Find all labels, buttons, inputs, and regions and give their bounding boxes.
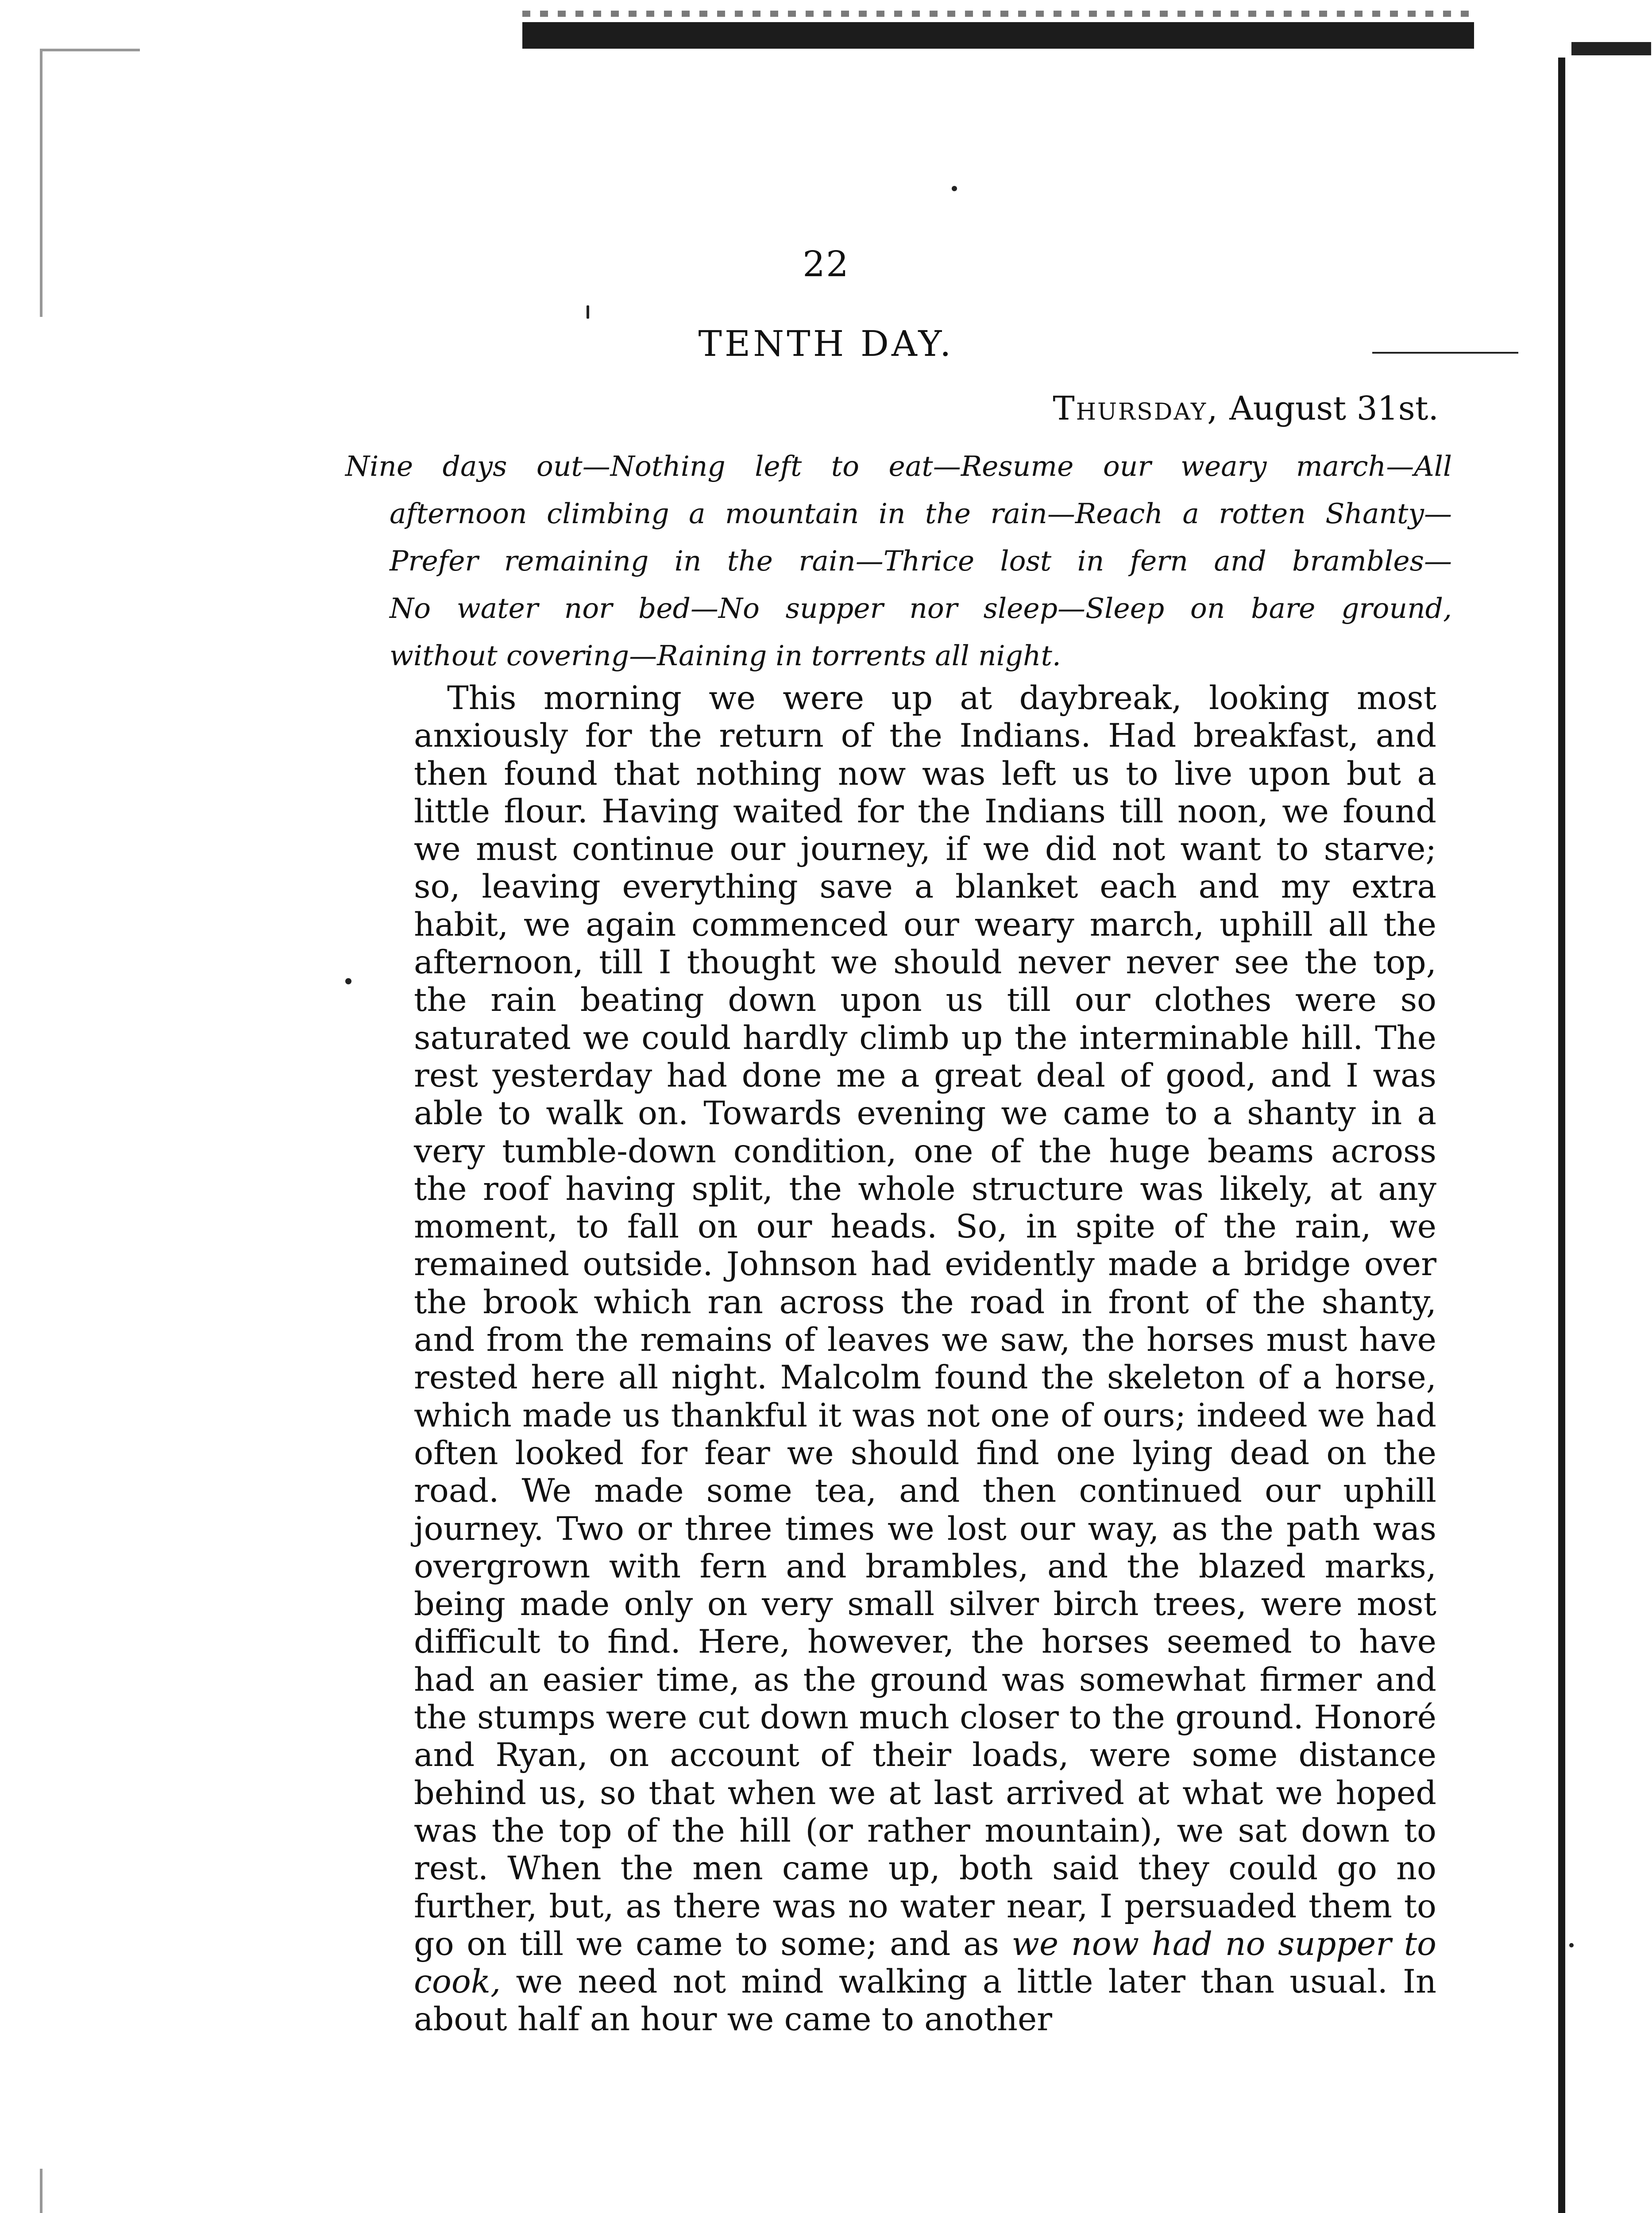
body-paragraph (414, 679, 1436, 2039)
body-text-part-1: This morning we were up at daybreak, looking most anxiously for the return of the Indians. Had breakfast, and then found that nothing now was left us to live upon but a little flour. Having waited for the Indians till noon, we found we must continue our journey, if we did not want to starve; so, leaving everything save a blanket each and my extra habit, we again commenced our weary march, uphill all the afternoon, till I thought we should never never see the top, the rain beating down upon us till our clothes were so saturated we could hardly climb up the interminable hill. The rest yesterday had done me a great deal of good, and I was able to walk on. Towards evening we came to a shanty in a very tumble-down condition, one of the huge beams across the roof having split, the whole structure was likely, at any moment, to fall on our heads. So, in spite of the rain, we remained outside. Johnson had evidently made a bridge over the brook which ran across the road in front of the shanty, and from the remains of leaves we saw, the horses must have rested here all night. Malcolm found the skeleton of a horse, which made us thankful it was not one of ours; indeed we had often looked for fear we should find one lying dead on the road. We made some tea, and then continued our uphill journey. Two or three times we lost our way, as the path was overgrown with fern and brambles, and the blazed marks, being made only on very small silver birch trees, were most difficult to find. Here, however, the horses seemed to have had an easier time, as the ground was somewhat firmer and the stumps were cut down much closer to the ground. Honoré and Ryan, on account of their loads, were some distance behind us, so that when we at last arrived at what we hoped was the top of the hill (or rather mountain), we sat down to rest. When the men came up, both said they could go no further, but, as there was no water near, I persuaded them to go on till we came to some; and as (414, 679, 1436, 1963)
scan-left-bottom-marks (40, 2169, 140, 2213)
synopsis-line: Nine days out—Nothing left to eat—Resume our weary march—All (345, 450, 1452, 482)
scan-right-corner-mark (1571, 42, 1651, 55)
synopsis-line: No water nor bed—No supper nor sleep—Sleep on bare ground, (390, 592, 1452, 625)
synopsis-line: without covering—Raining in torrents all night. (390, 640, 1061, 672)
body-text-part-2: we need not mind walking a little later than usual. In about half an hour we came to another (414, 1963, 1436, 2039)
scan-right-border (1558, 58, 1565, 2213)
ink-speck (587, 305, 589, 319)
date-rest: August 31st. (1219, 389, 1439, 428)
chapter-synopsis (345, 443, 1452, 679)
ink-speck (1569, 1943, 1574, 1947)
synopsis-line: Prefer remaining in the rain—Thrice lost in fern and brambles— (390, 545, 1452, 577)
scan-top-border (522, 22, 1474, 49)
body-text-italic: we now had no supper to cook, (414, 1925, 1436, 2001)
date-line (974, 389, 1439, 428)
synopsis-line: afternoon climbing a mountain in the rain—Reach a rotten Shanty— (390, 497, 1452, 530)
ink-speck (952, 186, 957, 191)
page-number: 22 (803, 243, 849, 285)
chapter-title: TENTH DAY. (698, 323, 954, 364)
ink-speck (345, 978, 351, 984)
date-weekday: Thursday, (1053, 389, 1219, 428)
